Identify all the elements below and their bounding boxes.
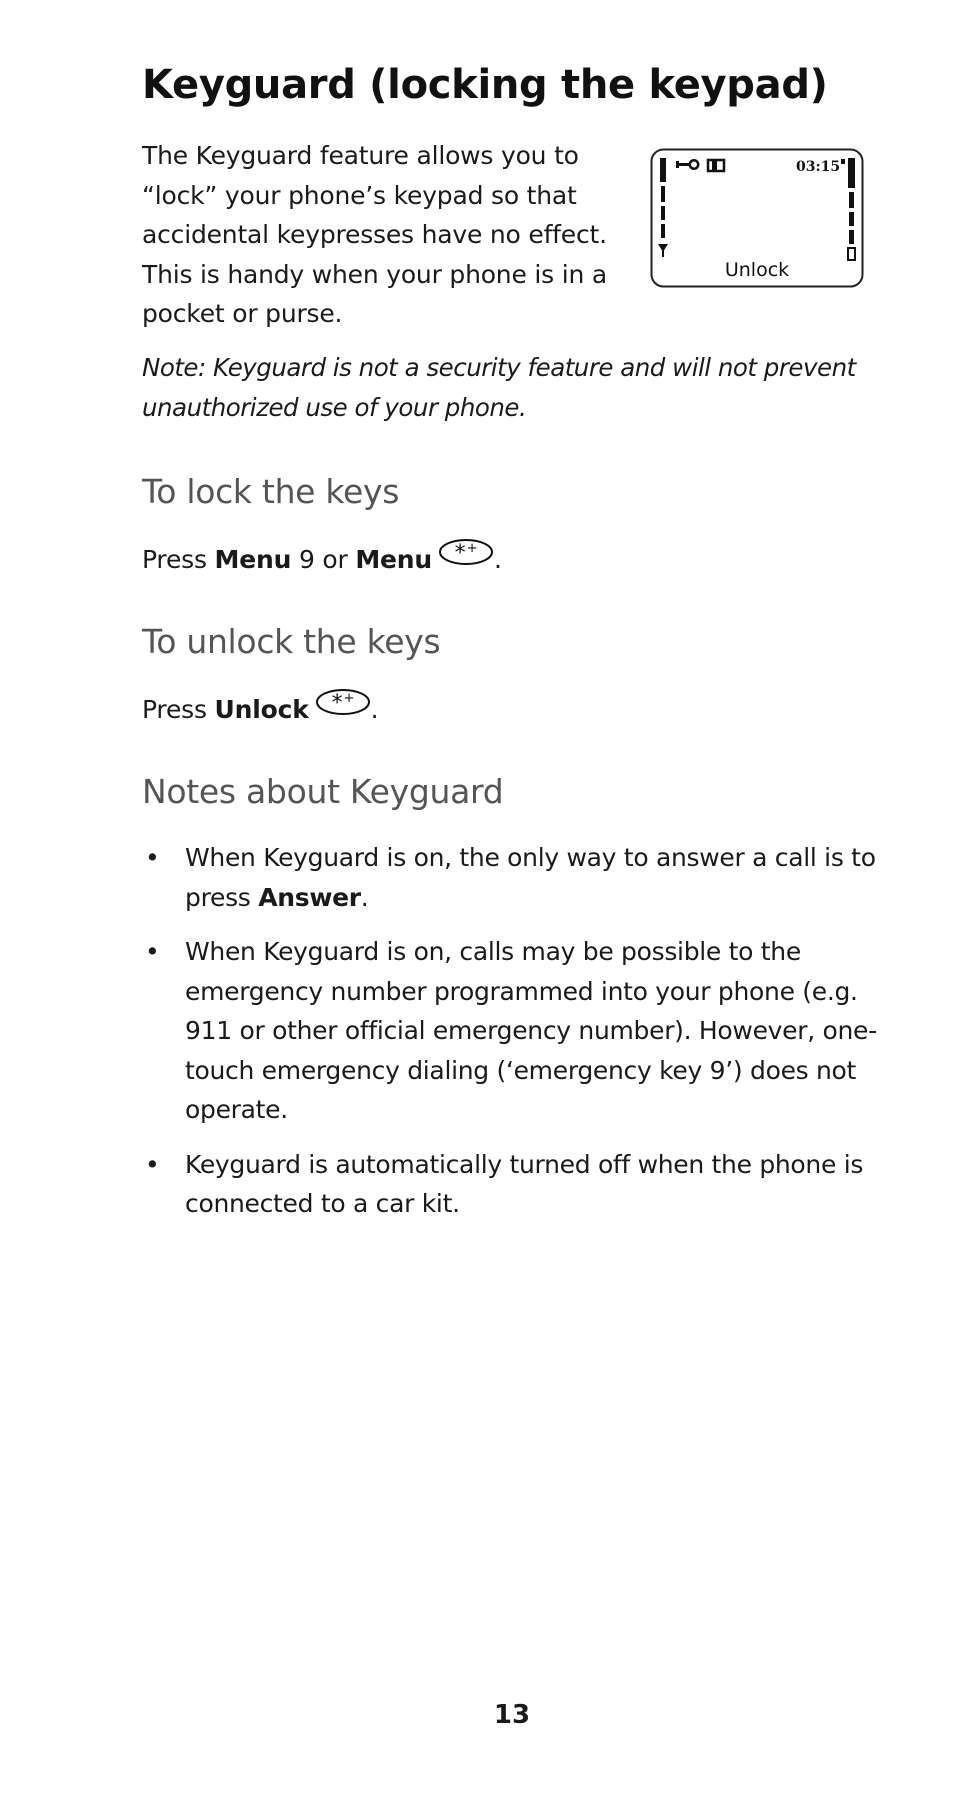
list-item	[142, 932, 882, 1130]
clock-time: 03:15	[796, 159, 841, 175]
svg-text:*: *	[454, 541, 466, 566]
unlock-key-label: Unlock	[214, 695, 309, 724]
unlock-keys-heading: To unlock the keys	[142, 622, 441, 661]
security-note: Note: Keyguard is not a security feature and will not prevent unauthorized use of your phone.	[142, 353, 856, 422]
period: .	[493, 545, 502, 574]
note-text: When Keyguard is on, calls may be possible to the emergency number programmed into your phone (e.g. 911 or other official emergency number). However, one-touch emergency dialing (‘emergency key 9’) does not operate.	[185, 937, 877, 1124]
star-key-icon	[438, 538, 494, 577]
notes-heading: Notes about Keyguard	[142, 772, 504, 811]
lock-keys-heading: To lock the keys	[142, 472, 400, 511]
lock-instruction	[142, 538, 502, 579]
list-item	[142, 838, 882, 917]
star-key-icon	[315, 688, 371, 727]
period: .	[360, 882, 369, 912]
bullet: •	[145, 843, 160, 872]
bullet: •	[145, 937, 160, 966]
page-number: 13	[493, 1700, 531, 1730]
notes-list	[142, 838, 882, 1239]
intro-paragraph: The Keyguard feature allows you to “lock” your phone’s keypad so that accidental keypresses have no effect. This is handy when your phone is in a pocket or purse.	[142, 141, 607, 328]
menu-key-label: Menu	[214, 545, 292, 574]
unlock-instruction	[142, 688, 378, 729]
press-word: Press	[142, 545, 207, 574]
svg-text:*: *	[331, 691, 343, 716]
bullet: •	[145, 1149, 160, 1179]
period: .	[370, 695, 379, 724]
digit-label: 9	[298, 545, 315, 574]
answer-key-label: Answer	[258, 882, 361, 912]
or-word: or	[322, 545, 348, 574]
svg-text:+: +	[466, 541, 478, 556]
press-word: Press	[142, 695, 207, 724]
page-title: Keyguard (locking the keypad)	[142, 62, 828, 108]
svg-text:+: +	[343, 691, 354, 706]
unlock-softkey-label: Unlock	[724, 259, 790, 281]
note-text: Keyguard is automatically turned off when the phone is connected to a car kit.	[185, 1149, 864, 1218]
menu-key-label: Menu	[355, 545, 432, 574]
phone-display-illustration	[650, 148, 864, 288]
list-item	[142, 1145, 882, 1224]
note-text: When Keyguard is on, the only way to answer a call is to press	[185, 843, 876, 912]
